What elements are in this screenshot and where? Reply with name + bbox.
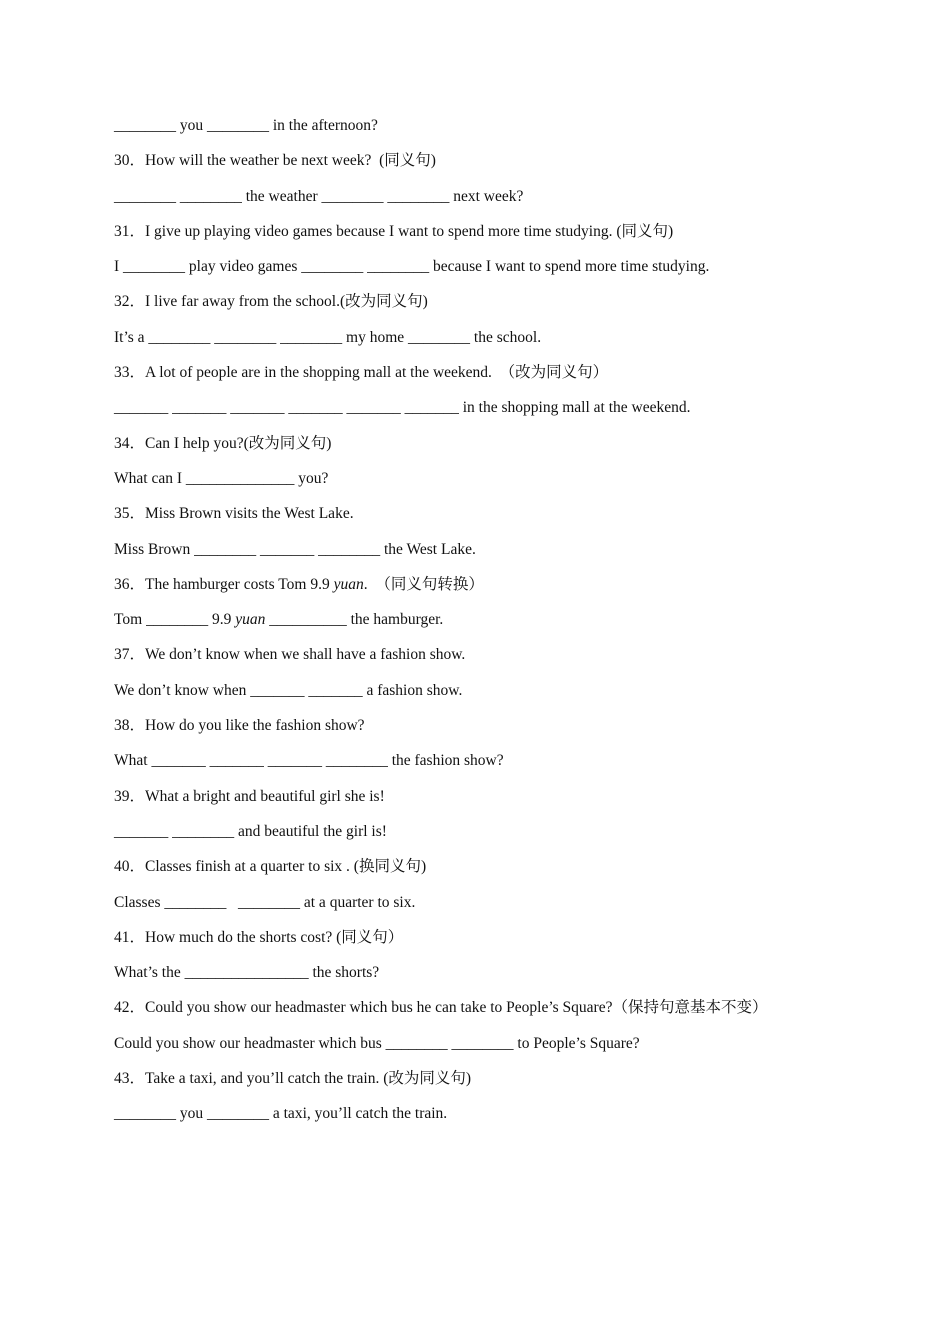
answer-line-42: Could you show our headmaster which bus ________ ________ to People’s Square? [114,1034,640,1052]
answer-line-41: What’s the ________________ the shorts? [114,964,380,982]
answer-line-32: It’s a ________ ________ ________ my home ________ the school. [114,328,542,346]
answer-line-35: Miss Brown ________ _______ ________ the West Lake. [114,540,476,558]
question-38: 38．How do you like the fashion show? [114,717,365,735]
answer-36-yuan: yuan [235,611,266,629]
question-43: 43．Take a taxi, and you’ll catch the train. (改为同义句) [114,1070,472,1088]
question-40: 40．Classes finish at a quarter to six . (换同义句) [114,858,427,876]
question-36 [114,575,874,610]
answer-line-43: ________ you ________ a taxi, you’ll catch the train. [114,1105,448,1123]
question-34: 34．Can I help you?(改为同义句) [114,434,332,452]
answer-line-37: We don’t know when _______ _______ a fashion show. [114,681,463,699]
answer-line-38: What _______ _______ _______ ________ the fashion show? [114,752,504,770]
question-39: 39．What a bright and beautiful girl she is! [114,787,385,805]
question-37: 37．We don’t know when we shall have a fashion show. [114,646,466,664]
answer-line-33: _______ _______ _______ _______ _______ _______ in the shopping mall at the weekend. [114,399,691,417]
question-41: 41．How much do the shorts cost? (同义句） [114,928,404,946]
question-36-part-3: . （同义句转换） [363,575,484,593]
answer-line-36 [114,610,874,645]
worksheet-page [114,116,874,1140]
answer-line-34: What can I ______________ you? [114,469,329,487]
answer-line-29: ________ you ________ in the afternoon? [114,117,378,134]
question-33: 33．A lot of people are in the shopping mall at the weekend. （改为同义句） [114,364,609,382]
question-30: 30．How will the weather be next week? (同义句) [114,152,436,170]
answer-36-part-1: Tom ________ 9.9 [114,611,236,629]
question-32: 32．I live far away from the school.(改为同义句) [114,293,428,311]
question-35: 35．Miss Brown visits the West Lake. [114,505,354,523]
question-42: 42．Could you show our headmaster which bus he can take to People’s Square?（保持句意基本不变） [114,999,768,1017]
answer-line-39: _______ ________ and beautiful the girl is! [114,822,387,840]
answer-line-30: ________ ________ the weather ________ ________ next week? [114,187,524,205]
question-36-part-1: 36．The hamburger costs Tom 9.9 [114,575,334,593]
question-36-yuan: yuan [333,575,364,593]
answer-line-31: I ________ play video games ________ ________ because I want to spend more time studying. [114,258,710,276]
answer-line-40: Classes ________ ________ at a quarter to six. [114,893,416,911]
answer-36-part-3: __________ the hamburger. [265,611,444,629]
question-31: 31．I give up playing video games because I want to spend more time studying. (同义句) [114,222,674,240]
